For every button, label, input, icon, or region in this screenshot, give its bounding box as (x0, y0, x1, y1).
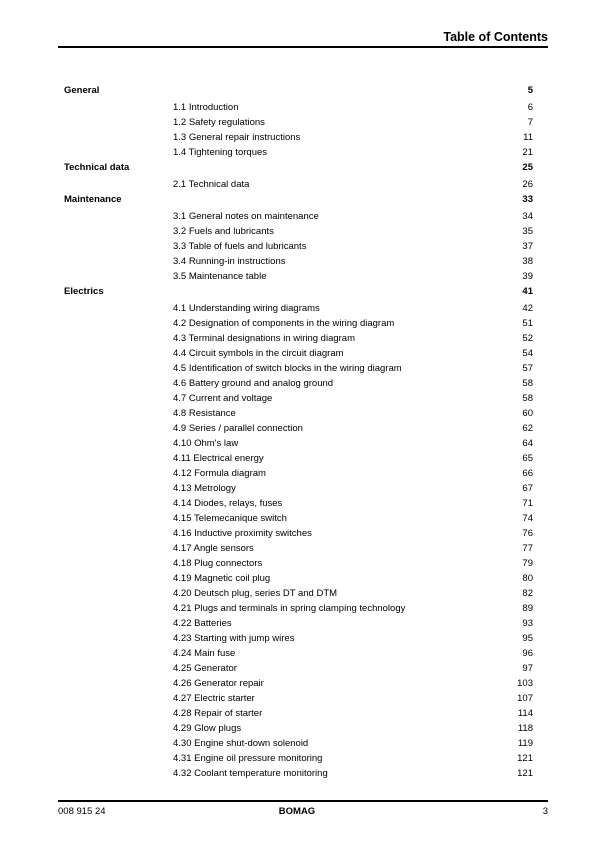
toc-section-entry[interactable] (64, 676, 533, 691)
toc-entry-page-number: 21 (522, 147, 533, 158)
toc-entry-title: Technical data (64, 162, 130, 173)
toc-entry-title: 4.1 Understanding wiring diagrams (173, 303, 320, 314)
toc-section-entry[interactable] (64, 224, 533, 239)
toc-section-entry[interactable] (64, 556, 533, 571)
toc-entry-page-number: 118 (517, 723, 533, 734)
toc-section-entry[interactable] (64, 706, 533, 721)
toc-section-entry[interactable] (64, 421, 533, 436)
toc-section-entry[interactable] (64, 346, 533, 361)
toc-entry-title: 4.31 Engine oil pressure monitoring (173, 753, 323, 764)
toc-entry-title: 4.11 Electrical energy (173, 453, 264, 464)
toc-section-entry[interactable] (64, 481, 533, 496)
toc-entry-title: 4.12 Formula diagram (173, 468, 266, 479)
toc-section-entry[interactable] (64, 376, 533, 391)
header-divider (58, 46, 548, 48)
toc-entry-page-number: 34 (522, 211, 533, 222)
toc-entry-page-number: 60 (522, 408, 533, 419)
toc-entry-page-number: 7 (527, 117, 533, 128)
toc-entry-page-number: 74 (522, 513, 533, 524)
toc-entry-title: 4.26 Generator repair (173, 678, 264, 689)
toc-entry-page-number: 114 (517, 708, 533, 719)
toc-section-entry[interactable] (64, 177, 533, 192)
toc-section-entry[interactable] (64, 466, 533, 481)
toc-entry-title: 4.16 Inductive proximity switches (173, 528, 312, 539)
toc-entry-page-number: 5 (527, 85, 533, 96)
toc-entry-page-number: 6 (527, 102, 533, 113)
toc-entry-title: 1.3 General repair instructions (173, 132, 301, 143)
toc-entry-title: 4.21 Plugs and terminals in spring clamping technology (173, 603, 406, 614)
toc-entry-title: 4.30 Engine shut-down solenoid (173, 738, 309, 749)
toc-section-entry[interactable] (64, 209, 533, 224)
toc-entry-page-number: 39 (522, 271, 533, 282)
toc-entry-title: 3.4 Running-in instructions (173, 256, 286, 267)
toc-section-entry[interactable] (64, 616, 533, 631)
toc-section-entry[interactable] (64, 661, 533, 676)
toc-entry-page-number: 52 (522, 333, 533, 344)
toc-chapter-entry[interactable] (64, 160, 533, 177)
toc-entry-page-number: 76 (522, 528, 533, 539)
toc-section-entry[interactable] (64, 145, 533, 160)
toc-entry-title: 4.2 Designation of components in the wiring diagram (173, 318, 395, 329)
toc-entry-page-number: 77 (522, 543, 533, 554)
toc-section-entry[interactable] (64, 496, 533, 511)
toc-entry-page-number: 97 (522, 663, 533, 674)
toc-entry-page-number: 62 (522, 423, 533, 434)
toc-entry-title: 1.2 Safety regulations (173, 117, 265, 128)
toc-entry-page-number: 58 (522, 378, 533, 389)
toc-section-entry[interactable] (64, 646, 533, 661)
toc-section-entry[interactable] (64, 331, 533, 346)
toc-entry-title: 2.1 Technical data (173, 179, 250, 190)
toc-section-entry[interactable] (64, 571, 533, 586)
toc-entry-title: 4.18 Plug connectors (173, 558, 263, 569)
toc-entry-page-number: 58 (522, 393, 533, 404)
toc-entry-title: Maintenance (64, 194, 122, 205)
toc-entry-title: 4.24 Main fuse (173, 648, 236, 659)
toc-section-entry[interactable] (64, 451, 533, 466)
toc-entry-title: 4.28 Repair of starter (173, 708, 263, 719)
toc-section-entry[interactable] (64, 436, 533, 451)
toc-entry-page-number: 121 (517, 768, 533, 779)
toc-entry-title: 4.9 Series / parallel connection (173, 423, 303, 434)
toc-entry-title: 4.23 Starting with jump wires (173, 633, 295, 644)
toc-entry-title: 4.27 Electric starter (173, 693, 255, 704)
toc-entry-page-number: 57 (522, 363, 533, 374)
toc-entry-title: 4.5 Identification of switch blocks in the wiring diagram (173, 363, 402, 374)
toc-section-entry[interactable] (64, 586, 533, 601)
toc-chapter-entry[interactable] (64, 83, 533, 100)
toc-entry-page-number: 96 (522, 648, 533, 659)
toc-entry-title: 4.3 Terminal designations in wiring diagram (173, 333, 356, 344)
toc-section-entry[interactable] (64, 736, 533, 751)
toc-entry-page-number: 93 (522, 618, 533, 629)
toc-entry-page-number: 37 (522, 241, 533, 252)
toc-entry-title: 4.4 Circuit symbols in the circuit diagram (173, 348, 344, 359)
toc-entry-title: 1.4 Tightening torques (173, 147, 268, 158)
toc-entry-title: 4.13 Metrology (173, 483, 236, 494)
toc-entry-page-number: 42 (522, 303, 533, 314)
toc-section-entry[interactable] (64, 541, 533, 556)
toc-section-entry[interactable] (64, 115, 533, 130)
toc-chapter-entry[interactable] (64, 192, 533, 209)
toc-section-entry[interactable] (64, 631, 533, 646)
toc-section-entry[interactable] (64, 239, 533, 254)
toc-entry-page-number: 89 (522, 603, 533, 614)
toc-entry-page-number: 33 (522, 194, 533, 205)
toc-entry-page-number: 66 (522, 468, 533, 479)
table-of-contents (64, 83, 533, 781)
toc-section-entry[interactable] (64, 526, 533, 541)
toc-entry-page-number: 11 (523, 132, 533, 143)
toc-entry-page-number: 79 (522, 558, 533, 569)
toc-entry-title: 4.17 Angle sensors (173, 543, 254, 554)
page-title: Table of Contents (443, 30, 548, 44)
toc-entry-title: 3.2 Fuels and lubricants (173, 226, 274, 237)
toc-section-entry[interactable] (64, 361, 533, 376)
toc-entry-page-number: 64 (522, 438, 533, 449)
toc-entry-title: 4.20 Deutsch plug, series DT and DTM (173, 588, 338, 599)
toc-entry-page-number: 82 (522, 588, 533, 599)
toc-entry-title: 3.1 General notes on maintenance (173, 211, 319, 222)
toc-entry-page-number: 25 (522, 162, 533, 173)
toc-entry-page-number: 71 (522, 498, 533, 509)
toc-entry-page-number: 121 (517, 753, 533, 764)
page-number: 3 (542, 806, 548, 817)
toc-section-entry[interactable] (64, 269, 533, 284)
toc-section-entry[interactable] (64, 301, 533, 316)
toc-entry-title: 3.3 Table of fuels and lubricants (173, 241, 307, 252)
toc-entry-page-number: 103 (517, 678, 533, 689)
toc-entry-page-number: 95 (522, 633, 533, 644)
toc-section-entry[interactable] (64, 391, 533, 406)
toc-section-entry[interactable] (64, 254, 533, 269)
toc-entry-page-number: 51 (522, 318, 533, 329)
toc-entry-title: 4.32 Coolant temperature monitoring (173, 768, 328, 779)
toc-entry-page-number: 26 (522, 179, 533, 190)
toc-section-entry[interactable] (64, 316, 533, 331)
brand-name: BOMAG (278, 806, 316, 817)
toc-section-entry[interactable] (64, 751, 533, 766)
toc-entry-title: 4.29 Glow plugs (173, 723, 242, 734)
toc-chapter-entry[interactable] (64, 284, 533, 301)
toc-entry-page-number: 107 (517, 693, 533, 704)
toc-entry-page-number: 41 (522, 286, 533, 297)
toc-entry-title: 4.14 Diodes, relays, fuses (173, 498, 283, 509)
toc-section-entry[interactable] (64, 511, 533, 526)
document-number: 008 915 24 (58, 806, 106, 817)
toc-section-entry[interactable] (64, 601, 533, 616)
toc-entry-title: 1.1 Introduction (173, 102, 239, 113)
toc-entry-page-number: 80 (522, 573, 533, 584)
toc-entry-page-number: 119 (517, 738, 533, 749)
toc-section-entry[interactable] (64, 721, 533, 736)
toc-entry-page-number: 38 (522, 256, 533, 267)
toc-entry-title: 3.5 Maintenance table (173, 271, 267, 282)
toc-entry-title: 4.6 Battery ground and analog ground (173, 378, 334, 389)
toc-section-entry[interactable] (64, 406, 533, 421)
toc-section-entry[interactable] (64, 691, 533, 706)
toc-entry-page-number: 35 (522, 226, 533, 237)
toc-entry-title: 4.19 Magnetic coil plug (173, 573, 271, 584)
toc-section-entry[interactable] (64, 100, 533, 115)
toc-entry-title: Electrics (64, 286, 104, 297)
toc-section-entry[interactable] (64, 130, 533, 145)
toc-entry-page-number: 67 (522, 483, 533, 494)
toc-entry-title: 4.7 Current and voltage (173, 393, 273, 404)
toc-entry-page-number: 54 (522, 348, 533, 359)
toc-entry-title: 4.25 Generator (173, 663, 237, 674)
toc-entry-page-number: 65 (522, 453, 533, 464)
toc-entry-title: 4.10 Ohm's law (173, 438, 239, 449)
toc-entry-title: 4.15 Telemecanique switch (173, 513, 287, 524)
footer-divider (58, 800, 548, 802)
toc-entry-title: 4.22 Batteries (173, 618, 232, 629)
toc-entry-title: General (64, 85, 100, 96)
toc-entry-title: 4.8 Resistance (173, 408, 236, 419)
toc-section-entry[interactable] (64, 766, 533, 781)
